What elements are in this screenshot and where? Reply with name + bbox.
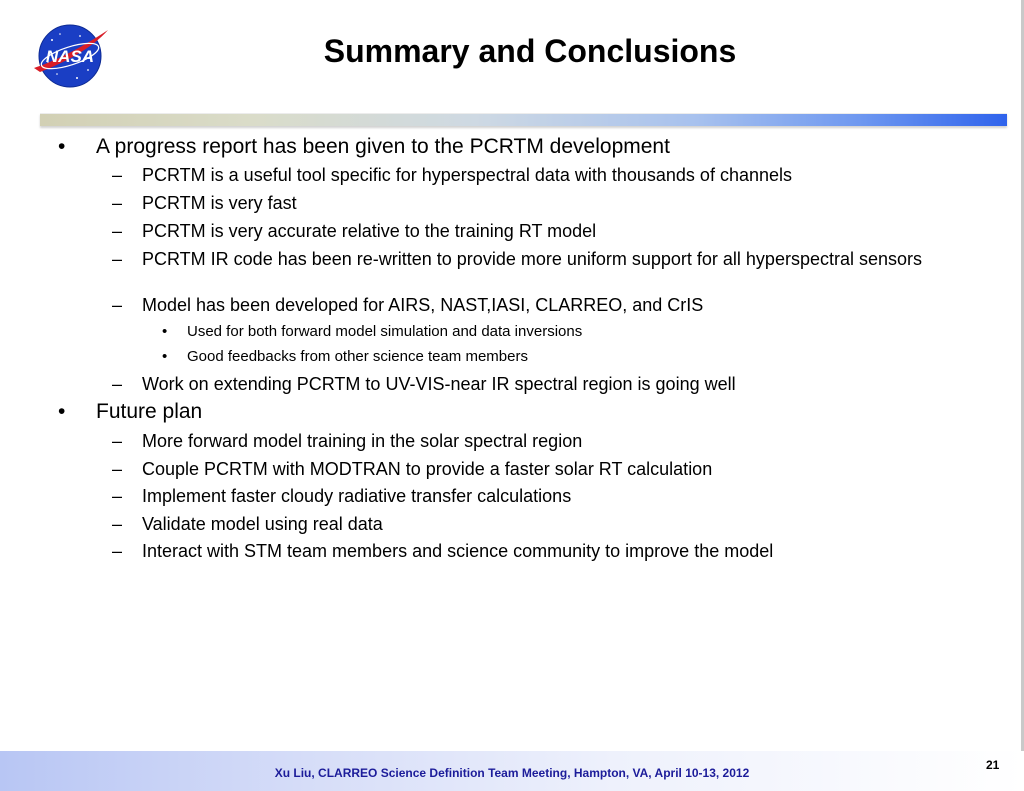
dash-marker: – [112, 541, 123, 561]
sub-sub-item [162, 323, 583, 341]
bullet-item [58, 135, 670, 159]
footer-citation: Xu Liu, CLARREO Science Definition Team Meeting, Hampton, VA, April 10-13, 2012 [274, 766, 750, 780]
sub-item [112, 486, 572, 506]
sub-item-text: Work on extending PCRTM to UV-VIS-near IR spectral region is going well [142, 374, 736, 394]
bullet-item [58, 400, 203, 424]
bullet-text: A progress report has been given to the PCRTM development [96, 135, 670, 158]
dash-marker: – [112, 249, 123, 269]
sub-item-text: Validate model using real data [142, 514, 383, 534]
sub-item-text: More forward model training in the solar spectral region [142, 431, 583, 451]
bullet-marker: • [162, 323, 168, 340]
bullet-marker: • [58, 400, 66, 423]
sub-item-text: PCRTM is very accurate relative to the training RT model [142, 221, 597, 241]
sub-item [112, 459, 713, 479]
page-number: 21 [986, 758, 1000, 772]
sub-item [112, 541, 774, 561]
sub-item [112, 165, 792, 185]
dash-marker: – [112, 486, 123, 506]
sub-item [112, 193, 297, 213]
sub-sub-item [162, 348, 528, 366]
sub-item [112, 221, 597, 241]
bullet-marker: • [162, 348, 168, 365]
sub-item [112, 295, 704, 315]
dash-marker: – [112, 295, 123, 315]
sub-item [112, 374, 736, 394]
sub-item-text: PCRTM IR code has been re-written to provide more uniform support for all hyperspectral sensors [142, 249, 923, 269]
header-gradient-bar [40, 113, 1007, 126]
sub-sub-item-text: Good feedbacks from other science team members [187, 348, 528, 365]
sub-sub-item-text: Used for both forward model simulation and data inversions [187, 323, 583, 340]
sub-item-text: PCRTM is very fast [142, 193, 297, 213]
dash-marker: – [112, 459, 123, 479]
sub-item [112, 431, 583, 451]
sub-item [112, 514, 383, 534]
sub-item-text: PCRTM is a useful tool specific for hyperspectral data with thousands of channels [142, 165, 792, 185]
sub-item [112, 249, 972, 269]
dash-marker: – [112, 514, 123, 534]
dash-marker: – [112, 165, 123, 185]
dash-marker: – [112, 193, 123, 213]
sub-item-text: Interact with STM team members and science community to improve the model [142, 541, 774, 561]
sub-item-text: Model has been developed for AIRS, NAST,IASI, CLARREO, and CrIS [142, 295, 704, 315]
nasa-logo-text: NASA [45, 47, 95, 66]
bullet-marker: • [58, 135, 66, 158]
bullet-text: Future plan [96, 400, 203, 423]
dash-marker: – [112, 374, 123, 394]
dash-marker: – [112, 221, 123, 241]
dash-marker: – [112, 431, 123, 451]
sub-item-text: Couple PCRTM with MODTRAN to provide a faster solar RT calculation [142, 459, 713, 479]
sub-item-text: Implement faster cloudy radiative transfer calculations [142, 486, 572, 506]
slide-title: Summary and Conclusions [323, 33, 737, 69]
